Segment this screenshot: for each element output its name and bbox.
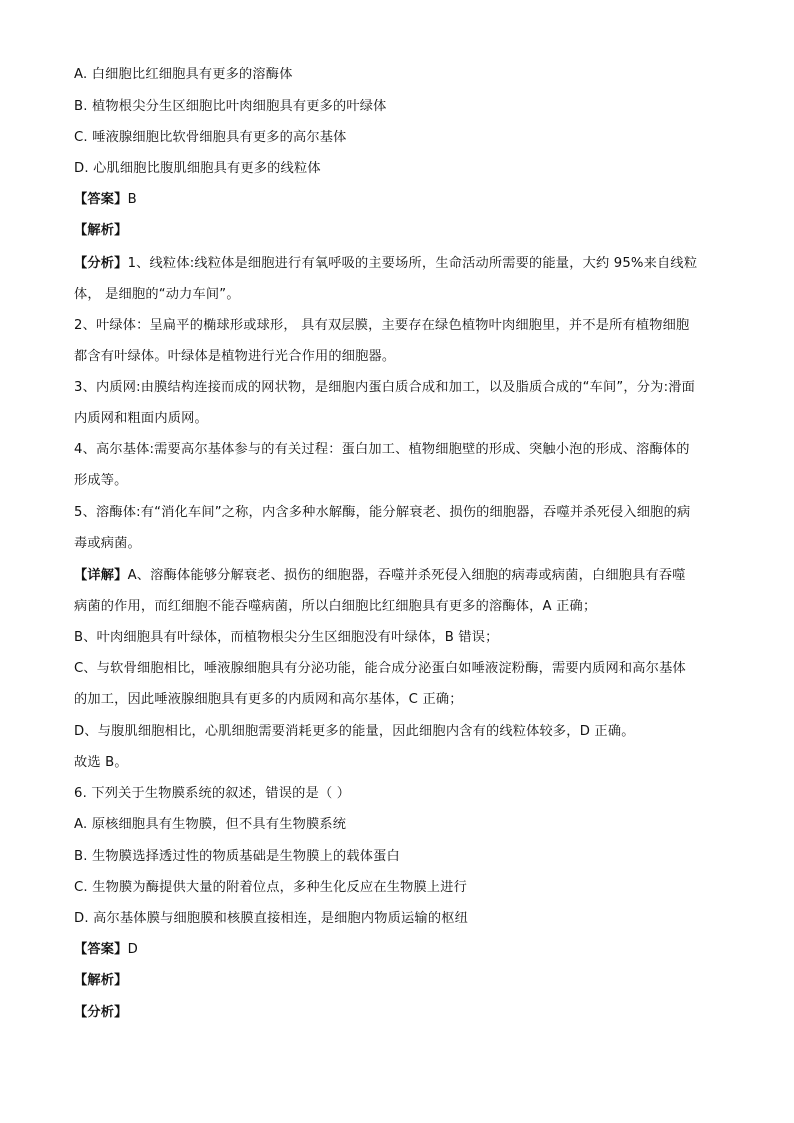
q5-fenxi-line-6: 内质网和粗面内质网。 (74, 411, 208, 426)
q5-fenxi-line-7: 4、高尔基体:需要高尔基体参与的有关过程：蛋白加工、植物细胞壁的形成、突触小泡的形成、溶酶体的 (74, 442, 690, 457)
q5-answer-line (74, 191, 724, 209)
q5-conclusion: 故选 B。 (74, 755, 128, 770)
q5-fenxi-tag: 【分析】 (74, 256, 128, 271)
q5-xiangjie-line-1 (74, 567, 724, 585)
q6-stem: 6. 下列关于生物膜系统的叙述，错误的是（ ） (74, 786, 351, 801)
q5-analysis-tag: 【解析】 (74, 223, 128, 238)
q6-option-a: A. 原核细胞具有生物膜，但不具有生物膜系统 (74, 817, 347, 832)
q5-fenxi-line-10: 毒或病菌。 (74, 536, 141, 551)
q5-fenxi-line-9: 5、溶酶体:有“消化车间”之称，内含多种水解酶，能分解衰老、损伤的细胞器，吞噬并杀死侵入细胞的病 (74, 505, 691, 520)
q5-option-a: A. 白细胞比红细胞具有更多的溶酶体 (74, 67, 293, 82)
q6-analysis-tag: 【解析】 (74, 973, 128, 988)
q6-option-c: C. 生物膜为酶提供大量的附着位点，多种生化反应在生物膜上进行 (74, 880, 468, 895)
q5-xiangjie-line-6: D、与腹肌细胞相比，心肌细胞需要消耗更多的能量，因此细胞内含有的线粒体较多，D 正确。 (74, 724, 635, 739)
q6-option-d: D. 高尔基体膜与细胞膜和核膜直接相连，是细胞内物质运输的枢纽 (74, 911, 468, 926)
q5-xiangjie-line-4: C、与软骨细胞相比，唾液腺细胞具有分泌功能，能合成分泌蛋白如唾液淀粉酶，需要内质网和高尔基体 (74, 661, 686, 676)
q6-answer-tag: 【答案】 (74, 942, 128, 957)
q5-xiangjie-line-3: B、叶肉细胞具有叶绿体，而植物根尖分生区细胞没有叶绿体，B 错误； (74, 630, 499, 645)
q6-answer-line (74, 941, 724, 959)
q5-xiangjie-line-2: 病菌的作用，而红细胞不能吞噬病菌，所以白细胞比红细胞具有更多的溶酶体，A 正确； (74, 599, 597, 614)
q5-option-b: B. 植物根尖分生区细胞比叶肉细胞具有更多的叶绿体 (74, 99, 387, 114)
q5-fenxi-line-1 (74, 255, 724, 273)
q5-answer-tag: 【答案】 (74, 192, 128, 207)
q5-option-d: D. 心肌细胞比腹肌细胞具有更多的线粒体 (74, 161, 321, 176)
q5-option-c: C. 唾液腺细胞比软骨细胞具有更多的高尔基体 (74, 130, 347, 145)
q5-fenxi-line-3: 2、叶绿体：呈扁平的椭球形或球形， 具有双层膜，主要存在绿色植物叶肉细胞里，并不是所有植物细胞 (74, 318, 690, 333)
q6-answer-value: D (127, 942, 138, 957)
q5-xiangjie-tag: 【详解】 (74, 568, 128, 583)
q6-fenxi-tag: 【分析】 (74, 1005, 128, 1020)
q5-fenxi-line-5: 3、内质网:由膜结构连接而成的网状物，是细胞内蛋白质合成和加工，以及脂质合成的“车间”，分为:滑面 (74, 380, 695, 395)
q5-answer-value: B (127, 192, 137, 207)
q5-fenxi-text-1: 1、线粒体:线粒体是细胞进行有氧呼吸的主要场所，生命活动所需要的能量，大约 95%来自线粒 (127, 256, 698, 271)
q5-fenxi-line-8: 形成等。 (74, 473, 128, 488)
q5-fenxi-line-4: 都含有叶绿体。叶绿体是植物进行光合作用的细胞器。 (74, 349, 396, 364)
q5-xiangjie-line-5: 的加工，因此唾液腺细胞具有更多的内质网和高尔基体，C 正确； (74, 692, 463, 707)
q6-option-b: B. 生物膜选择透过性的物质基础是生物膜上的载体蛋白 (74, 849, 400, 864)
q5-fenxi-line-2: 体， 是细胞的“动力车间”。 (74, 287, 240, 302)
q5-xiangjie-text-1: A、溶酶体能够分解衰老、损伤的细胞器，吞噬并杀死侵入细胞的病毒或病菌，白细胞具有吞噬 (127, 568, 686, 583)
